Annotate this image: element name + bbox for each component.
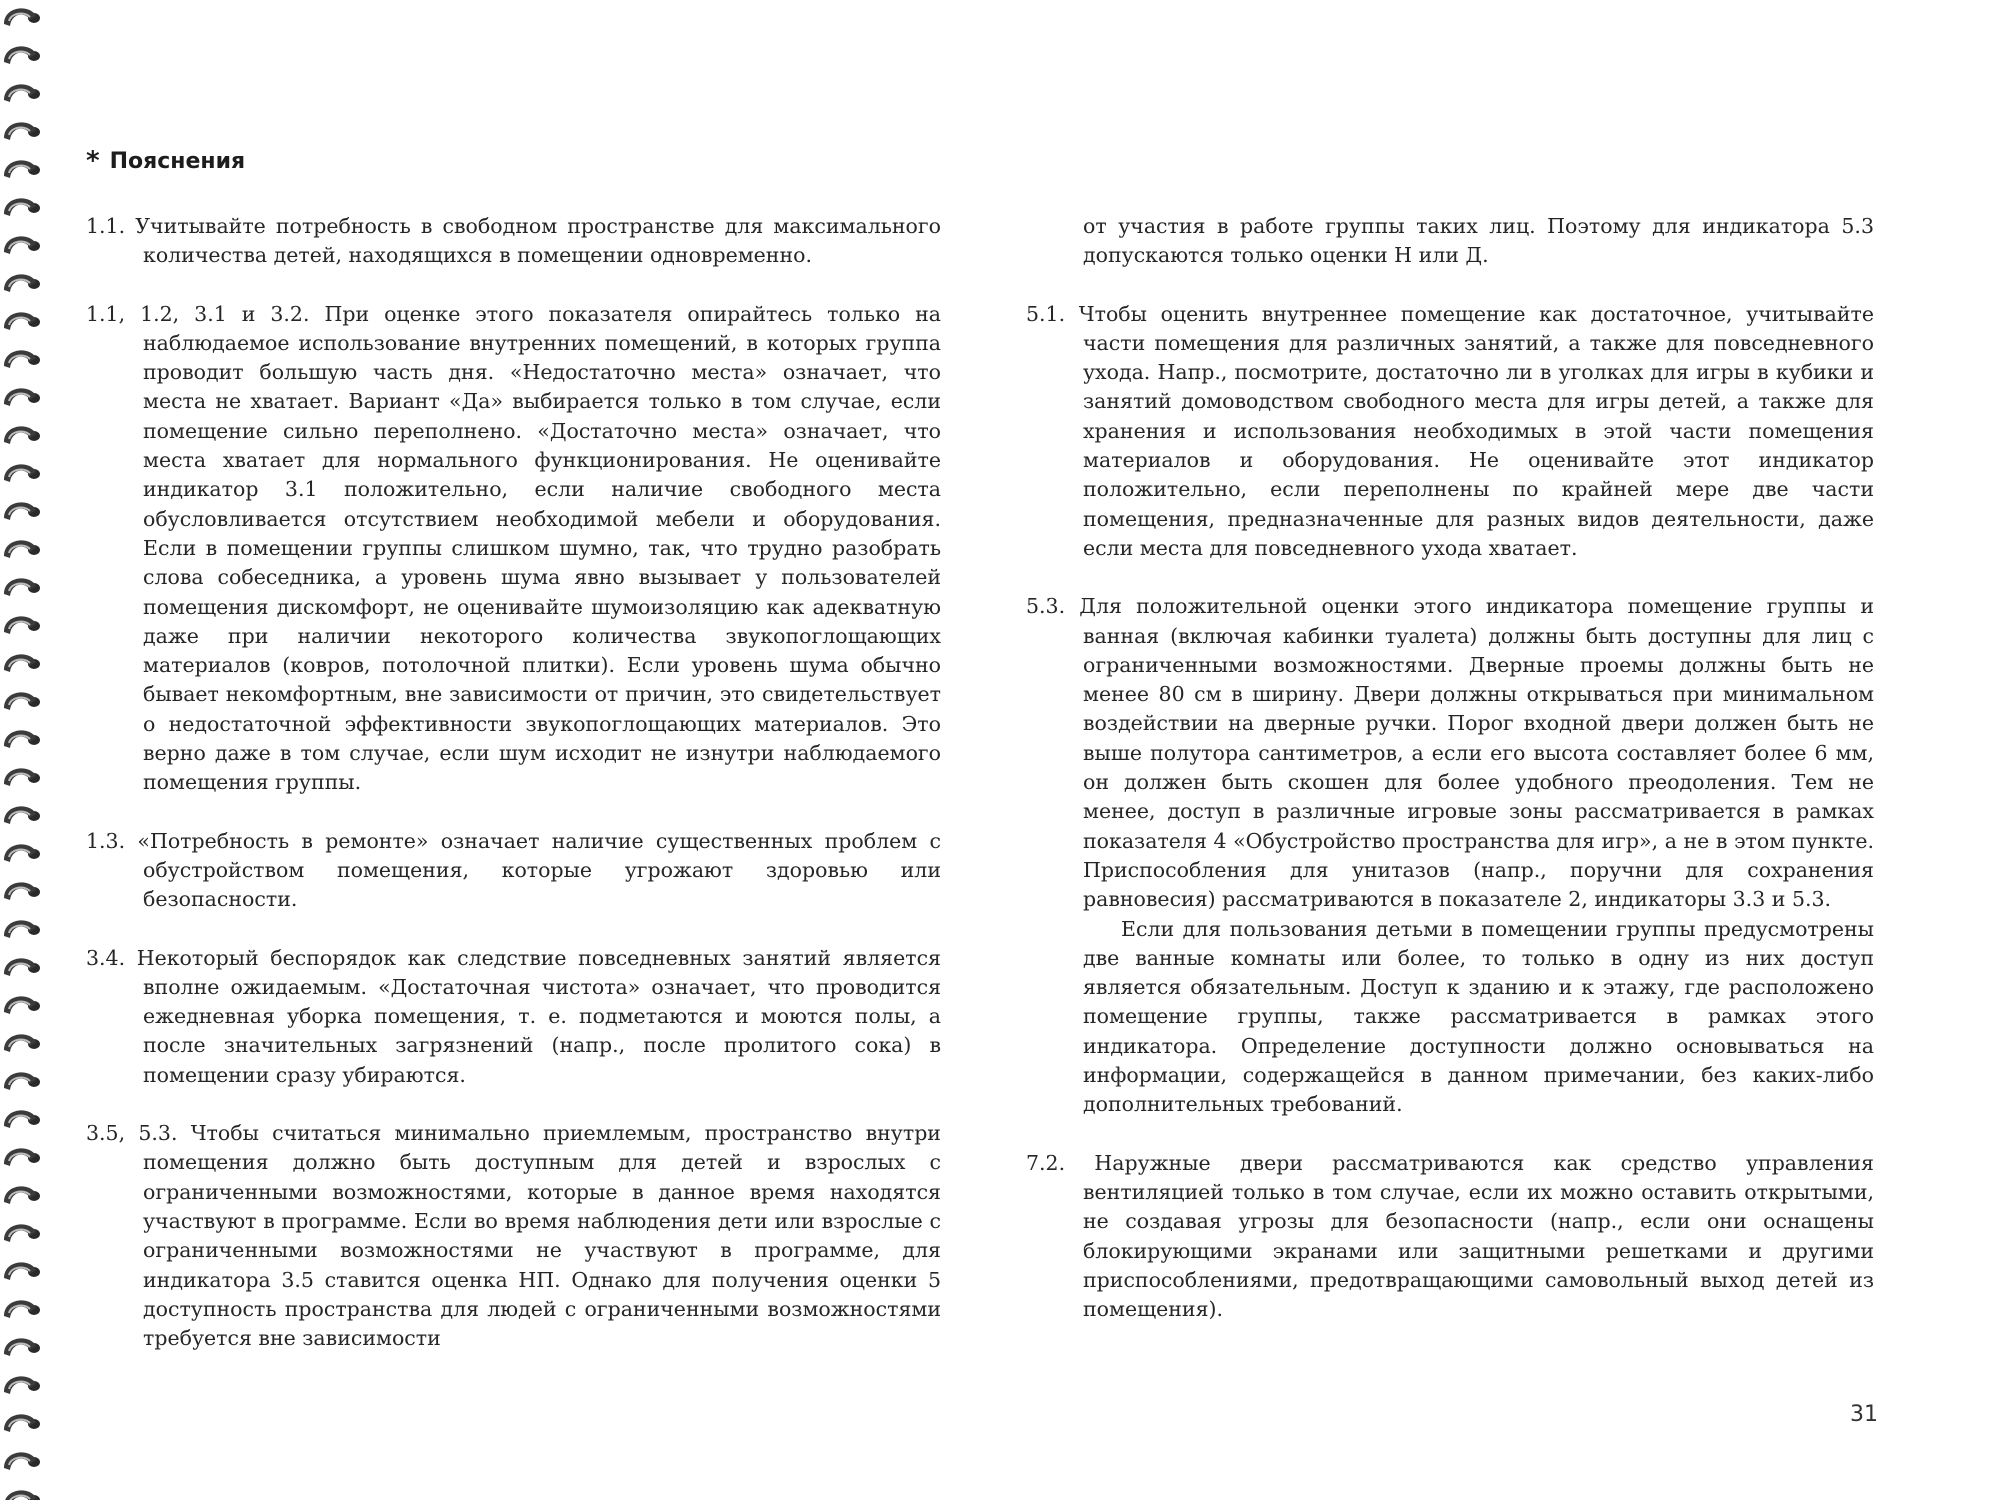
note-1-1 bbox=[86, 212, 941, 271]
note-1-1-1-2-3-1-3-2 bbox=[86, 300, 941, 798]
note-paragraph bbox=[86, 827, 941, 915]
asterisk-icon: * bbox=[86, 146, 100, 176]
binding-ring bbox=[4, 540, 40, 558]
note-3-4 bbox=[86, 944, 941, 1090]
note-label: 7.2. bbox=[1026, 1150, 1066, 1175]
note-text: «Потребность в ремонте» означает наличие существенных проблем с обустройством помещения, которые угрожают здоровью или безопасности. bbox=[137, 828, 941, 912]
binding-ring bbox=[4, 1452, 40, 1470]
binding-ring bbox=[4, 958, 40, 976]
note-label: 5.3. bbox=[1026, 594, 1066, 619]
note-text: от участия в работе группы таких лиц. Поэтому для индикатора 5.3 допускаются только оценки Н или Д. bbox=[1083, 214, 1874, 268]
note-paragraph bbox=[1026, 1149, 1874, 1325]
binding-ring bbox=[4, 996, 40, 1014]
note-1-3 bbox=[86, 827, 941, 915]
note-text: Учитывайте потребность в свободном пространстве для максимального количества детей, находящихся в помещении одновременно. bbox=[135, 214, 941, 268]
binding-ring bbox=[4, 920, 40, 938]
binding-ring bbox=[4, 1110, 40, 1128]
binding-ring bbox=[4, 1034, 40, 1052]
binding-ring bbox=[4, 312, 40, 330]
binding-ring bbox=[4, 8, 40, 26]
binding-ring bbox=[4, 350, 40, 368]
note-text: Чтобы считаться минимально приемлемым, пространство внутри помещения должно быть доступным для детей и взрослых с ограниченными возможностями, которые в данное время находятся участвуют в программе. Если во время наблюдения дети или взрослые с ограниченными возможностями не участвуют в программе, для индикатора 3.5 ставится оценка НП. Однако для получения оценки 5 доступность пространства для людей с ограниченными возможностями требуется вне зависимости bbox=[143, 1121, 941, 1351]
left-column bbox=[86, 212, 941, 1382]
binding-ring bbox=[4, 388, 40, 406]
note-paragraph bbox=[86, 300, 941, 798]
note-5-3 bbox=[1026, 592, 1874, 1119]
binding-ring bbox=[4, 160, 40, 178]
binding-ring bbox=[4, 578, 40, 596]
binding-ring bbox=[4, 1224, 40, 1242]
binding-ring bbox=[4, 84, 40, 102]
binding-ring bbox=[4, 464, 40, 482]
binding-ring bbox=[4, 426, 40, 444]
binding-ring bbox=[4, 1490, 40, 1500]
binding-ring bbox=[4, 198, 40, 216]
note-text: Некоторый беспорядок как следствие повседневных занятий является вполне ожидаемым. «Достаточная чистота» означает, что проводится ежедневная уборка помещения, т. е. подметаются и моются полы, а после значительных загрязнений (напр., после пролитого сока) в помещении сразу убираются. bbox=[136, 945, 941, 1087]
binding-ring bbox=[4, 274, 40, 292]
binding-ring bbox=[4, 1072, 40, 1090]
binding-ring bbox=[4, 730, 40, 748]
note-text: При оценке этого показателя опирайтесь только на наблюдаемое использование внутренних помещений, в которых группа проводит большую часть дня. «Недостаточно места» означает, что места не хватает. Вариант «Да» выбирается только в том случае, если помещение сильно переполнено. «Достаточно места» означает, что места хватает для нормального функционирования. Не оценивайте индикатор 3.1 положительно, если наличие свободного места обусловливается отсутствием необходимой мебели и оборудования. Если в помещении группы слишком шумно, так, что трудно разобрать слова собеседника, а уровень шума явно вызывает у пользователей помещения дискомфорт, не оценивайте шумоизоляцию как адекватную даже при наличии некоторого количества звукопоглощающих материалов (ковров, потолочной плитки). Если уровень шума обычно бывает некомфортным, вне зависимости от причин, это свидетельствует о недостаточной эффективности звукопоглощающих материалов. Это верно даже в том случае, если шум исходит не изнутри наблюдаемого помещения группы. bbox=[143, 301, 941, 795]
binding-ring bbox=[4, 806, 40, 824]
binding-ring bbox=[4, 122, 40, 140]
binding-ring bbox=[4, 502, 40, 520]
binding-ring bbox=[4, 882, 40, 900]
binding-ring bbox=[4, 1186, 40, 1204]
note-text: Наружные двери рассматриваются как средство управления вентиляцией только в том случае, если их можно оставить открытыми, не создавая угрозы для безопасности (напр., если они оснащены блокирующими экранами или защитными решетками и другими приспособлениями, предотвращающими самовольный выход детей из помещения). bbox=[1083, 1150, 1874, 1322]
binding-ring bbox=[4, 1300, 40, 1318]
note-label: 5.1. bbox=[1026, 301, 1066, 326]
page-number: 31 bbox=[1850, 1402, 1878, 1427]
binding-ring bbox=[4, 1376, 40, 1394]
binding-ring bbox=[4, 1262, 40, 1280]
binding-ring bbox=[4, 692, 40, 710]
section-heading bbox=[86, 148, 245, 174]
note-paragraph bbox=[86, 944, 941, 1090]
note-3-5-5-3 bbox=[86, 1119, 941, 1353]
binding-ring bbox=[4, 616, 40, 634]
spiral-binding bbox=[0, 0, 48, 1500]
right-column bbox=[1026, 212, 1874, 1353]
section-title: Пояснения bbox=[109, 148, 246, 174]
binding-ring bbox=[4, 654, 40, 672]
note-text: Для положительной оценки этого индикатора помещение группы и ванная (включая кабинки туалета) должны быть доступны для лиц с ограниченными возможностями. Дверные проемы должны быть не менее 80 см в ширину. Двери должны открываться при минимальном воздействии на дверные ручки. Порог входной двери должен быть не выше полутора сантиметров, а если его высота составляет более 6 мм, он должен быть скошен для более удобного преодоления. Тем не менее, доступ в различные игровые зоны рассматривается в рамках показателя 4 «Обустройство пространства для игр», а не в этом пункте. Приспособления для унитазов (напр., поручни для сохранения равновесия) рассматриваются в показателе 2, индикаторы 3.3 и 5.3. bbox=[1079, 594, 1874, 912]
binding-ring bbox=[4, 1338, 40, 1356]
note-paragraph bbox=[1026, 300, 1874, 564]
note-label: 3.5, 5.3. bbox=[86, 1121, 178, 1146]
binding-ring bbox=[4, 844, 40, 862]
note-text: Чтобы оценить внутреннее помещение как достаточное, учитывайте части помещения для различных занятий, а также для повседневного ухода. Напр., посмотрите, достаточно ли в уголках для игры в кубики и занятий домоводством свободного места для игры детей, а также для хранения и использования необходимых в этой части помещения материалов и оборудования. Не оценивайте этот индикатор положительно, если переполнены по крайней мере две части помещения, предназначенные для разных видов деятельности, даже если места для повседневного ухода хватает. bbox=[1078, 301, 1874, 560]
note-paragraph bbox=[1026, 592, 1874, 914]
note-7-2 bbox=[1026, 1149, 1874, 1325]
note-paragraph-2: Если для пользования детьми в помещении группы предусмотрены две ванные комнаты или более, то только в одну из них доступ является обязательным. Доступ к зданию и к этажу, где расположено помещение группы, также рассматривается в рамках этого индикатора. Определение доступности должно основываться на информации, содержащейся в данном примечании, без каких-либо дополнительных требований. bbox=[1083, 916, 1874, 1117]
binding-ring bbox=[4, 236, 40, 254]
note-label: 1.1. bbox=[86, 214, 126, 238]
binding-ring bbox=[4, 768, 40, 786]
note-label: 3.4. bbox=[86, 945, 126, 970]
binding-ring bbox=[4, 1414, 40, 1432]
note-label: 1.1, 1.2, 3.1 и 3.2. bbox=[86, 301, 310, 326]
note-continuation bbox=[1026, 212, 1874, 271]
binding-ring bbox=[4, 46, 40, 64]
note-paragraph bbox=[86, 212, 941, 271]
note-label: 1.3. bbox=[86, 828, 126, 853]
note-paragraph bbox=[86, 1119, 941, 1353]
note-5-1 bbox=[1026, 300, 1874, 564]
binding-ring bbox=[4, 1148, 40, 1166]
